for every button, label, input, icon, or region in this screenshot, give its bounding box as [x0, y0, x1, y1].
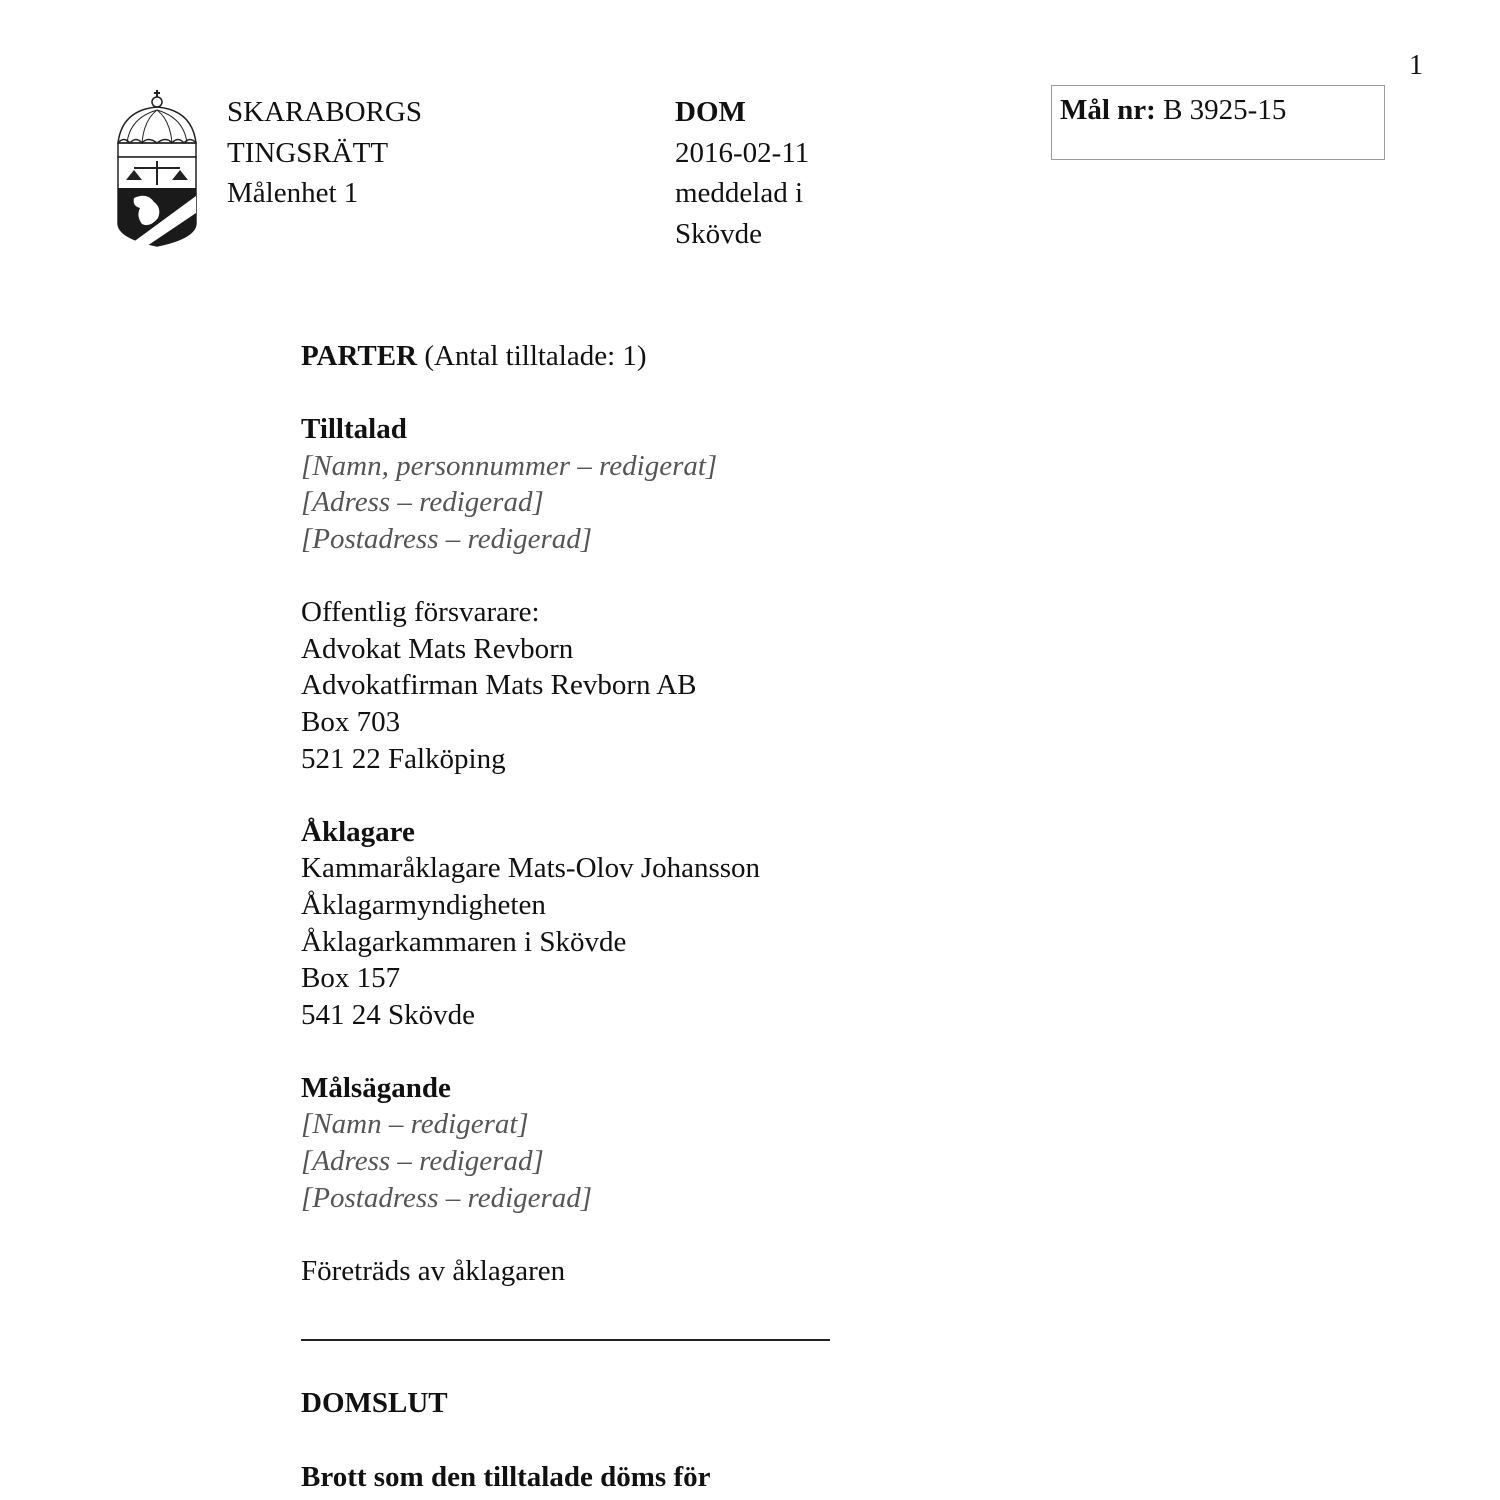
defendant-postal: [Postadress – redigerad]: [301, 522, 593, 555]
court-crest-icon: [112, 88, 202, 250]
parties-heading: PARTER (Antal tilltalade: 1): [301, 340, 647, 372]
defendant-heading: Tilltalad: [301, 413, 407, 446]
defender-heading: Offentlig försvarare:: [301, 596, 540, 629]
prosecutor-line: Åklagarkammaren i Skövde: [301, 925, 627, 958]
issued-in-city: Skövde: [675, 217, 762, 250]
court-name-line-2: TINGSRÄTT: [227, 136, 389, 169]
injured-party-heading: Målsägande: [301, 1071, 451, 1104]
injured-party-name: [Namn – redigerat]: [301, 1108, 529, 1141]
page-number: 1: [1409, 50, 1423, 81]
defender-line: Advokat Mats Revborn: [301, 632, 574, 665]
document-type: DOM: [675, 96, 746, 128]
prosecutor-line: Åklagarmyndigheten: [301, 888, 546, 921]
issued-in-label: meddelad i: [675, 177, 804, 209]
case-number: B 3925-15: [1163, 94, 1287, 126]
section-divider: [301, 1339, 830, 1341]
injured-party-postal: [Postadress – redigerad]: [301, 1181, 593, 1214]
court-name-line-1: SKARABORGS: [227, 96, 422, 128]
representation-note: Företräds av åklagaren: [301, 1254, 566, 1287]
defendant-address: [Adress – redigerad]: [301, 486, 544, 519]
court-unit: Målenhet 1: [227, 177, 359, 209]
case-number-box: [1051, 85, 1385, 160]
verdict-heading: DOMSLUT: [301, 1387, 448, 1420]
defender-line: 521 22 Falköping: [301, 742, 506, 775]
prosecutor-line: Box 157: [301, 962, 401, 995]
case-number-label: Mål nr:: [1060, 94, 1156, 126]
defendant-name: [Namn, personnummer – redigerat]: [301, 449, 718, 482]
prosecutor-line: 541 24 Skövde: [301, 998, 475, 1031]
injured-party-address: [Adress – redigerad]: [301, 1145, 544, 1178]
verdict-subheading: Brott som den tilltalade döms för: [301, 1460, 711, 1493]
defender-line: Advokatfirman Mats Revborn AB: [301, 669, 697, 702]
prosecutor-line: Kammaråklagare Mats-Olov Johansson: [301, 852, 761, 885]
prosecutor-heading: Åklagare: [301, 815, 415, 848]
document-body: [301, 338, 1401, 1495]
judgment-date: 2016-02-11: [675, 136, 810, 169]
court-name-block: [227, 92, 422, 214]
defender-line: Box 703: [301, 705, 401, 738]
judgment-info-block: [675, 92, 809, 254]
